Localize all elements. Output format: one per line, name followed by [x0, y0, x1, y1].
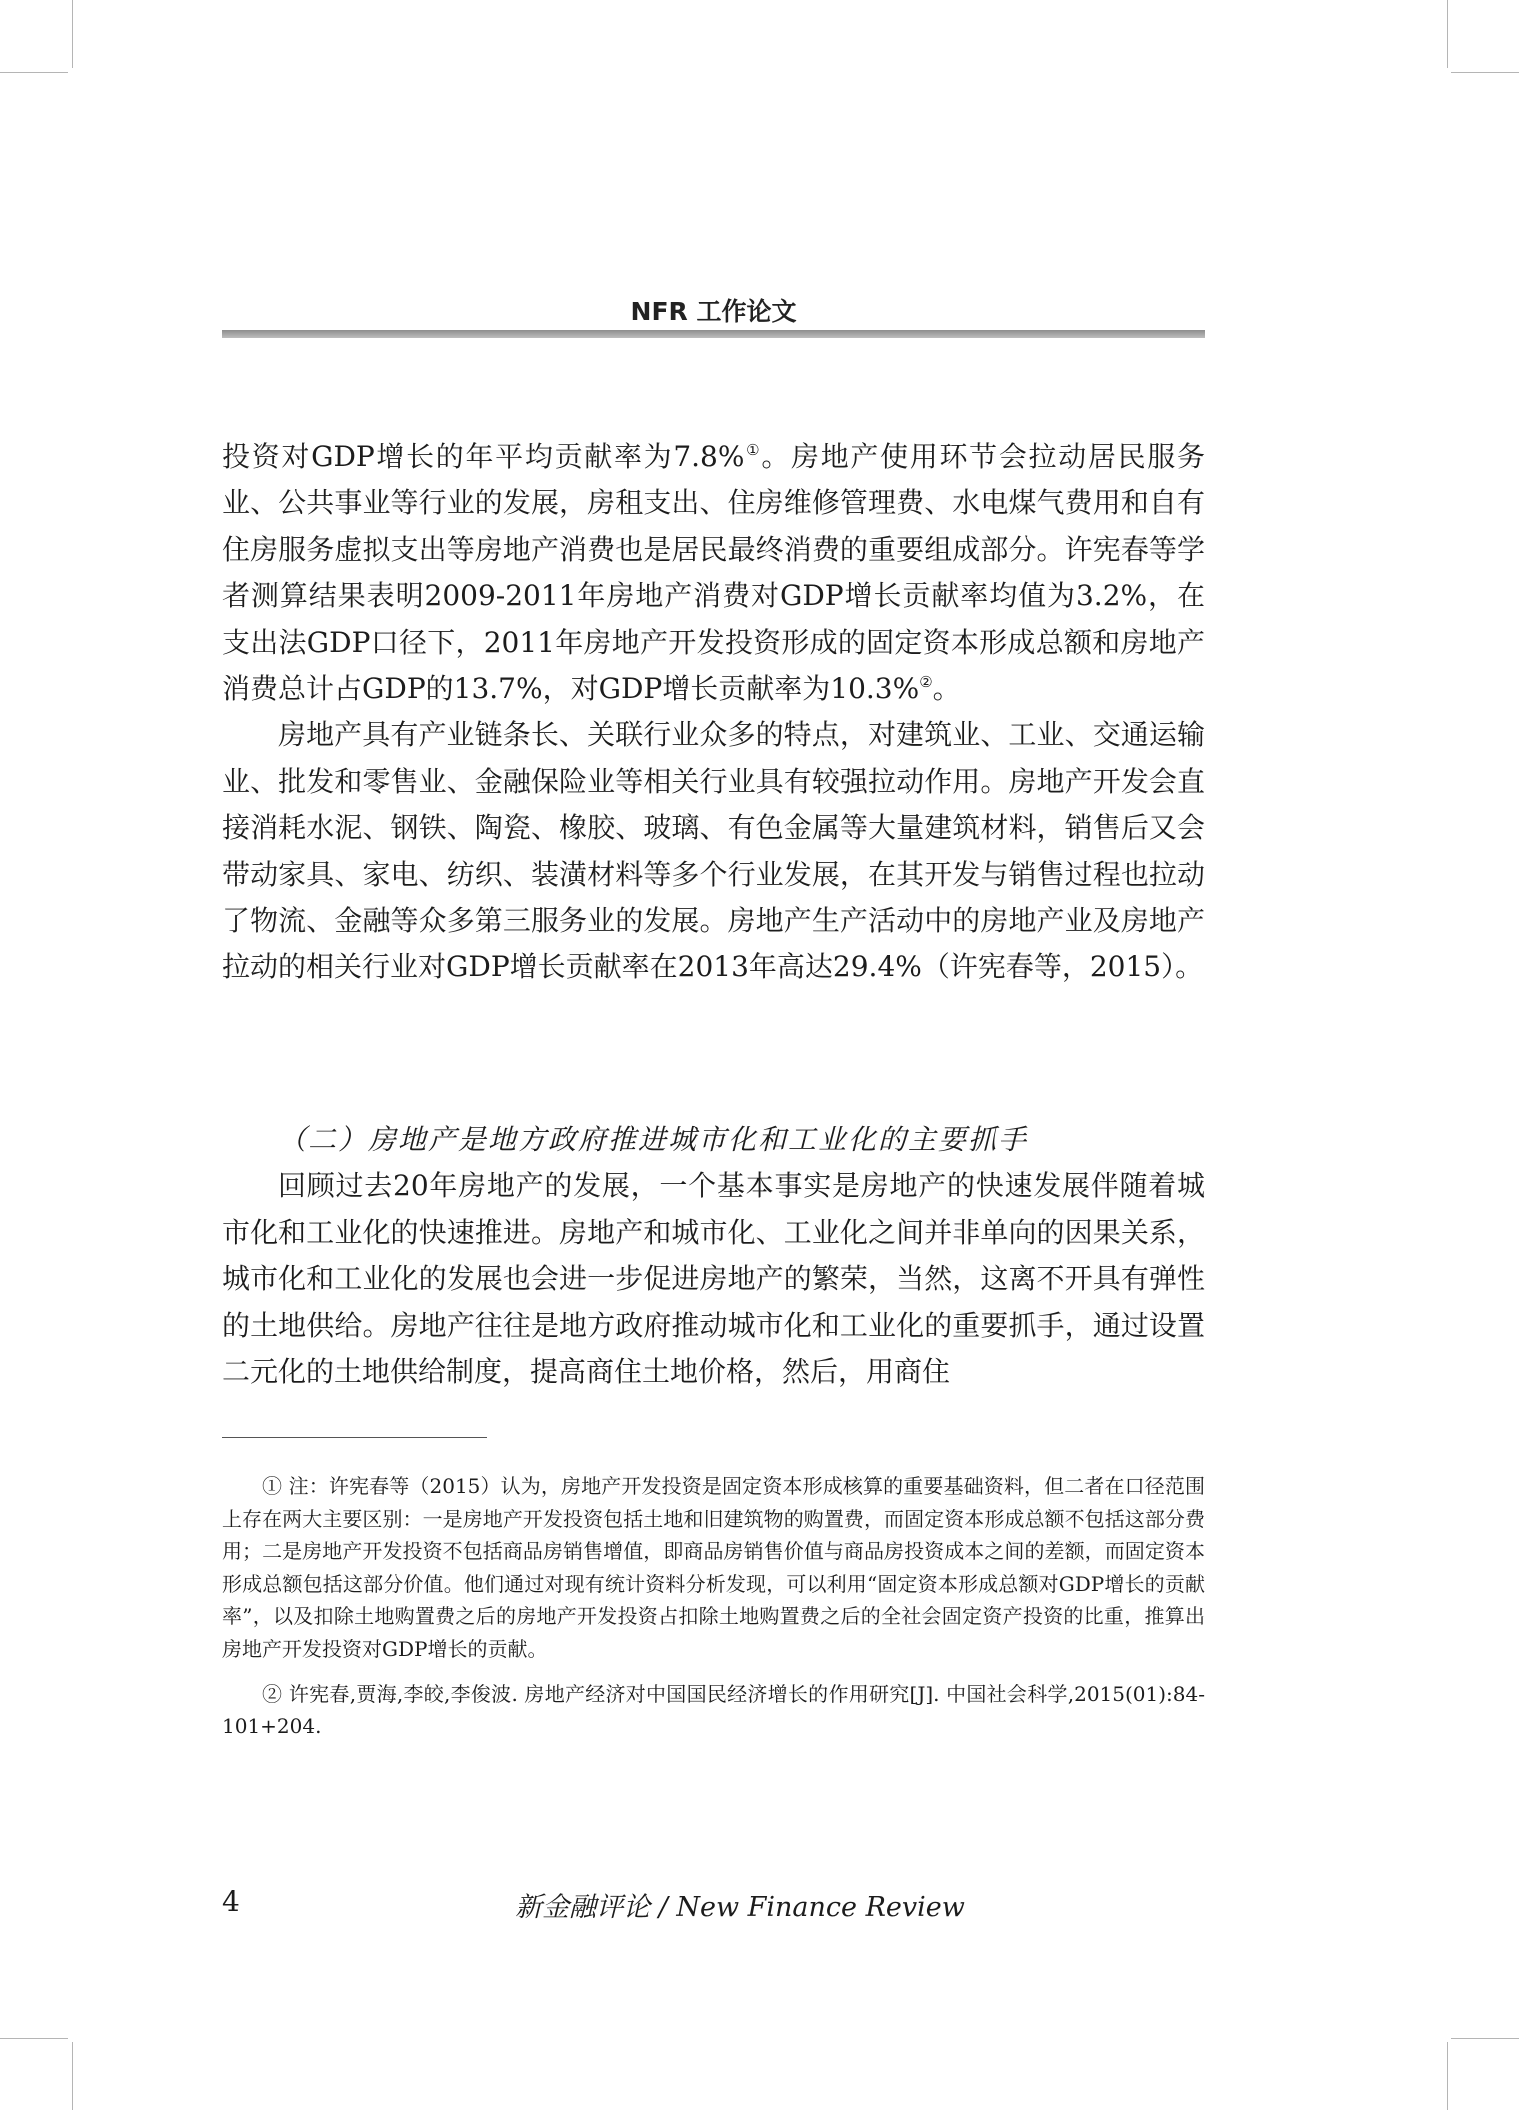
paragraph-text: 。 — [932, 672, 961, 706]
crop-mark — [1451, 72, 1519, 73]
section-heading: （二）房地产是地方政府推进城市化和工业化的主要抓手 — [278, 1123, 1029, 1156]
body-paragraph: 回顾过去20年房地产的发展，一个基本事实是房地产的快速发展伴随着城市化和工业化的快速推进。房地产和城市化、工业化之间并非单向的因果关系，城市化和工业化的发展也会进一步促进房地产的繁荣，当然，这离不开具有弹性的土地供给。房地产往往是地方政府推动城市化和工业化的重要抓手，通过设置二元化的土地供给制度，提高商住土地价格，然后，用商住 — [222, 1169, 1205, 1389]
crop-mark — [1447, 0, 1448, 68]
footnote-ref: ② — [919, 673, 933, 692]
running-footer-journal: 新金融评论 / New Finance Review — [515, 1892, 965, 1923]
footnote: ② 许宪春,贾海,李皎,李俊波. 房地产经济对中国国民经济增长的作用研究[J]. 中国社会科学,2015(01):84-101+204. — [222, 1681, 1205, 1739]
footnote-separator — [222, 1437, 487, 1438]
crop-mark — [72, 2042, 73, 2110]
crop-mark — [1447, 2042, 1448, 2110]
body-section-2 — [222, 1117, 1205, 1395]
paragraph-text: 。房地产使用环节会拉动居民服务业、公共事业等行业的发展，房租支出、住房维修管理费、水电煤气费用和自有住房服务虚拟支出等房地产消费也是居民最终消费的重要组成部分。许宪春等学者测算结果表明2009-2011年房地产消费对GDP增长贡献率均值为3.2%，在支出法GDP口径下，2011年房地产开发投资形成的固定资本形成总额和房地产消费总计占GDP的13.7%，对GDP增长贡献率为10.3% — [222, 440, 1205, 706]
body-paragraph: 房地产具有产业链条长、关联行业众多的特点，对建筑业、工业、交通运输业、批发和零售业、金融保险业等相关行业具有较强拉动作用。房地产开发会直接消耗水泥、钢铁、陶瓷、橡胶、玻璃、有色金属等大量建筑材料，销售后又会带动家具、家电、纺织、装潢材料等多个行业发展，在其开发与销售过程也拉动了物流、金融等众多第三服务业的发展。房地产生产活动中的房地产业及房地产拉动的相关行业对GDP增长贡献率在2013年高达29.4%（许宪春等，2015）。 — [222, 718, 1205, 984]
body-paragraph — [222, 434, 1205, 712]
crop-mark — [72, 0, 73, 68]
running-header-title: NFR 工作论文 — [630, 297, 797, 326]
crop-mark — [0, 2038, 68, 2039]
crop-mark — [0, 72, 68, 73]
page-number: 4 — [222, 1885, 240, 1918]
footnotes — [222, 1470, 1205, 1755]
footnote: ① 注：许宪春等（2015）认为，房地产开发投资是固定资本形成核算的重要基础资料，但二者在口径范围上存在两大主要区别：一是房地产开发投资包括土地和旧建筑物的购置费，而固定资本形成总额不包括这部分费用；二是房地产开发投资不包括商品房销售增值，即商品房销售价值与商品房投资成本之间的差额，而固定资本形成总额包括这部分价值。他们通过对现有统计资料分析发现，可以利用“固定资本形成总额对GDP增长的贡献率”，以及扣除土地购置费之后的房地产开发投资占扣除土地购置费之后的全社会固定资产投资的比重，推算出房地产开发投资对GDP增长的贡献。 — [222, 1474, 1205, 1661]
body-section-1 — [222, 434, 1205, 991]
footnote-ref: ① — [744, 441, 762, 459]
crop-mark — [1451, 2038, 1519, 2039]
paragraph-text: 投资对GDP增长的年平均贡献率为7.8% — [222, 440, 745, 473]
header-rule — [222, 330, 1205, 338]
